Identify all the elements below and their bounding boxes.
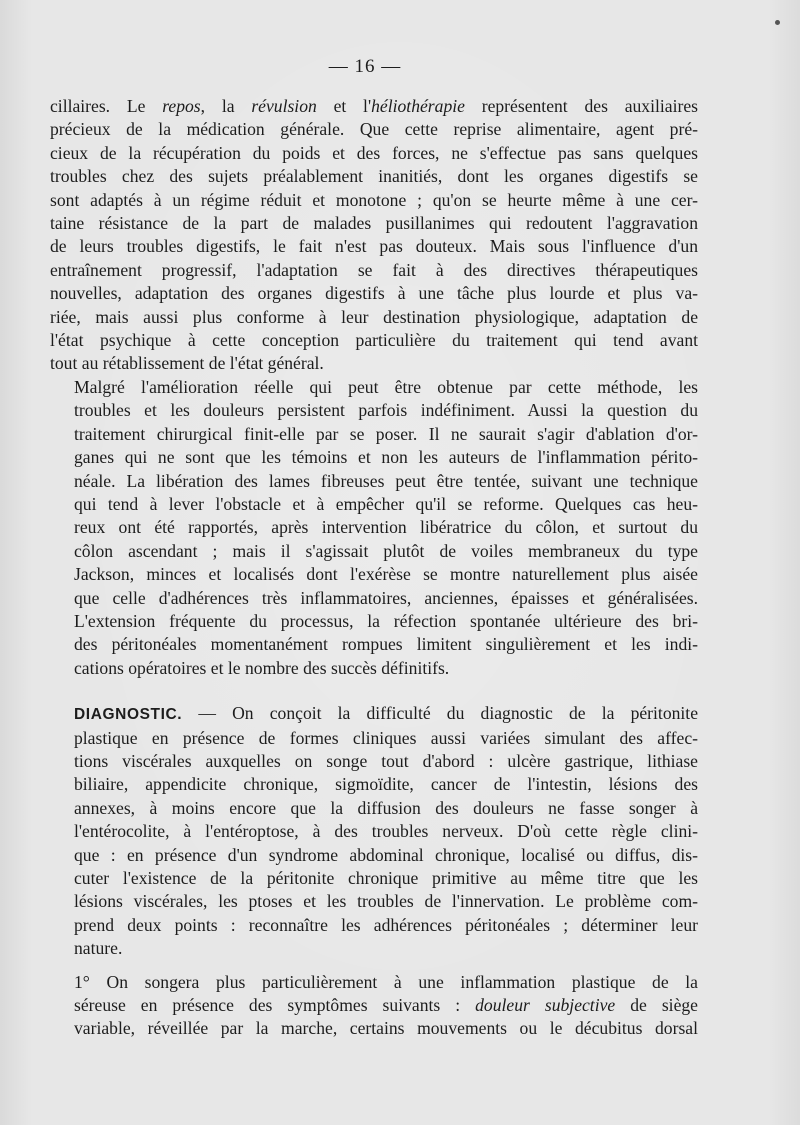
text-line: annexes, à moins encore que la diffusion des douleurs ne fasse songer à <box>74 797 698 818</box>
text-line: tout au rétablissement de l'état général. <box>50 353 324 374</box>
text-line: cuter l'existence de la péritonite chronique primitive au même titre que les <box>74 868 698 888</box>
text-line: traitement chirurgical finit-elle par se poser. Il ne saurait s'agir d'ablation d'or- <box>74 423 698 444</box>
text-line: l'entérocolite, à l'entéroptose, à des troubles nerveux. D'où cette règle clini- <box>74 821 698 842</box>
text-line: biliaire, appendicite chronique, sigmoïdite, cancer de l'intestin, lésions des <box>74 774 698 795</box>
text-line: l'état psychique à cette conception particulière du traitement qui tend avant <box>50 330 698 351</box>
text-line: L'extension fréquente du processus, la réfection spontanée ultérieure des bri- <box>74 610 698 631</box>
text-line: variable, réveillée par la marche, certains mouvements ou le décubitus dorsal <box>74 1018 698 1039</box>
paragraph-1 <box>50 95 698 376</box>
text-line: que : en présence d'un syndrome abdominal chronique, localisé ou diffus, dis- <box>74 844 698 865</box>
text-line: reux ont été rapportés, après intervention libératrice du côlon, et surtout du <box>74 517 698 538</box>
text-line: sont adaptés à un régime réduit et monotone ; qu'on se heurte même à une cer- <box>50 189 698 210</box>
text-line: entraînement progressif, l'adaptation se fait à des directives thérapeutiques <box>50 259 698 280</box>
text-line: précieux de la médication générale. Que cette reprise alimentaire, agent pré- <box>50 119 698 140</box>
paragraph-2 <box>50 376 698 680</box>
section-heading: DIAGNOSTIC. <box>74 706 183 724</box>
text-line: 1° On songera plus particulièrement à une inflammation plastique de la <box>74 971 698 992</box>
text-line: riée, mais aussi plus conforme à leur destination physiologique, adaptation de <box>50 306 698 327</box>
text-line: troubles et les douleurs persistent parfois indéfiniment. Aussi la question du <box>74 400 698 421</box>
page-speck <box>775 20 780 25</box>
page-number: — 16 — <box>328 56 402 77</box>
text-line: cillaires. Le repos, la révulsion et l'héliothérapie représentent des auxiliaires <box>50 96 698 116</box>
text-line: tions viscérales auxquelles on songe tout d'abord : ulcère gastrique, lithiase <box>74 750 698 771</box>
text-line: lésions viscérales, les ptoses et les troubles de l'innervation. Le problème com- <box>74 891 698 912</box>
text-line: nouvelles, adaptation des organes digestifs à une tâche plus lourde et plus va- <box>50 283 698 304</box>
text-line: néale. La libération des lames fibreuses peut être tentée, suivant une technique <box>74 470 698 491</box>
text-line: cieux de la récupération du poids et des forces, ne s'effectue pas sans quelques <box>50 142 698 163</box>
text-line: cations opératoires et le nombre des succès définitifs. <box>74 657 450 678</box>
text-line: côlon ascendant ; mais il s'agissait plutôt de voiles membraneux du type <box>74 540 698 561</box>
paragraph-4 <box>50 971 698 1041</box>
text-line: troubles chez des sujets préalablement inanitiés, dont les organes digestifs se <box>50 166 698 187</box>
text-line: taine résistance de la part de malades pusillanimes qui redoutent l'aggravation <box>50 213 698 234</box>
text-line: DIAGNOSTIC. — On conçoit la difficulté du diagnostic de la péritonite <box>74 703 698 724</box>
text-line: de leurs troubles digestifs, le fait n'est pas douteux. Mais sous l'influence d'un <box>50 236 698 257</box>
paragraph-diagnostic <box>50 702 698 960</box>
text-line: prend deux points : reconnaître les adhérences péritonéales ; déterminer leur <box>74 914 698 935</box>
text-body <box>50 95 698 1041</box>
text-line: des péritonéales momentanément rompues limitent singulièrement et les indi- <box>74 634 698 655</box>
text-line: que celle d'adhérences très inflammatoires, anciennes, épaisses et généralisées. <box>74 587 698 608</box>
text-line: Jackson, minces et localisés dont l'exérèse se montre naturellement plus aisée <box>74 564 698 585</box>
text-line: plastique en présence de formes cliniques aussi variées simulant des affec- <box>74 727 698 748</box>
text-line: séreuse en présence des symptômes suivants : douleur subjective de siège <box>74 995 698 1016</box>
text-line: qui tend à lever l'obstacle et à empêcher qu'il se reforme. Quelques cas heu- <box>74 493 698 514</box>
text-line: nature. <box>74 938 123 959</box>
text-line: Malgré l'amélioration réelle qui peut être obtenue par cette méthode, les <box>74 376 698 397</box>
text-line: ganes qui ne sont que les témoins et non les auteurs de l'inflammation périto- <box>74 447 698 468</box>
